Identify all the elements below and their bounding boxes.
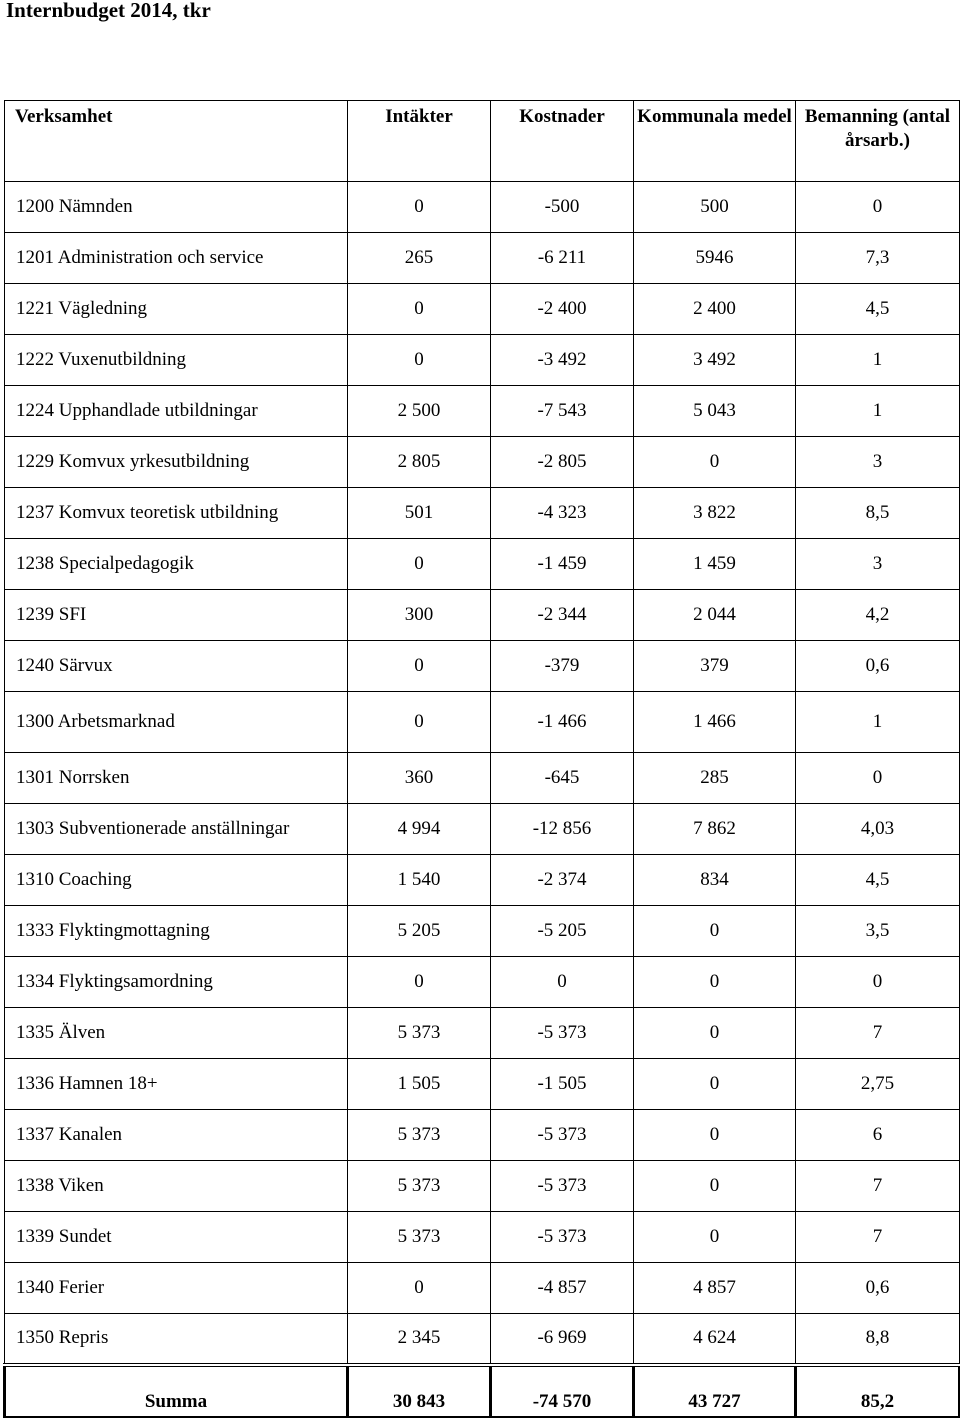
table-row bbox=[5, 855, 960, 906]
row-activity: 1240 Särvux bbox=[5, 641, 348, 692]
table-row bbox=[5, 1314, 960, 1365]
row-staffing: 7,3 bbox=[796, 233, 960, 284]
row-municipal-funds: 500 bbox=[634, 182, 796, 233]
row-costs: -2 344 bbox=[491, 590, 634, 641]
row-income: 0 bbox=[348, 539, 491, 590]
table-row bbox=[5, 1059, 960, 1110]
row-costs: -2 400 bbox=[491, 284, 634, 335]
table-row bbox=[5, 1263, 960, 1314]
row-costs: -1 505 bbox=[491, 1059, 634, 1110]
row-municipal-funds: 4 624 bbox=[634, 1314, 796, 1365]
total-row bbox=[5, 1365, 960, 1417]
page-title: Internbudget 2014, tkr bbox=[6, 0, 211, 22]
row-activity: 1333 Flyktingmottagning bbox=[5, 906, 348, 957]
row-municipal-funds: 1 466 bbox=[634, 692, 796, 753]
row-staffing: 3 bbox=[796, 539, 960, 590]
row-income: 2 345 bbox=[348, 1314, 491, 1365]
row-staffing: 3 bbox=[796, 437, 960, 488]
row-costs: -5 205 bbox=[491, 906, 634, 957]
row-municipal-funds: 0 bbox=[634, 1008, 796, 1059]
row-costs: -7 543 bbox=[491, 386, 634, 437]
row-municipal-funds: 834 bbox=[634, 855, 796, 906]
row-income: 300 bbox=[348, 590, 491, 641]
row-municipal-funds: 4 857 bbox=[634, 1263, 796, 1314]
row-activity: 1334 Flyktingsamordning bbox=[5, 957, 348, 1008]
row-municipal-funds: 3 822 bbox=[634, 488, 796, 539]
header-staffing: Bemanning (antal årsarb.) bbox=[796, 101, 960, 182]
row-activity: 1238 Specialpedagogik bbox=[5, 539, 348, 590]
row-municipal-funds: 7 862 bbox=[634, 804, 796, 855]
row-activity: 1338 Viken bbox=[5, 1161, 348, 1212]
row-staffing: 4,5 bbox=[796, 284, 960, 335]
row-municipal-funds: 1 459 bbox=[634, 539, 796, 590]
row-income: 4 994 bbox=[348, 804, 491, 855]
total-staffing: 85,2 bbox=[796, 1365, 960, 1417]
row-municipal-funds: 0 bbox=[634, 1212, 796, 1263]
header-activity: Verksamhet bbox=[5, 101, 348, 182]
total-municipal-funds: 43 727 bbox=[634, 1365, 796, 1417]
row-costs: -1 459 bbox=[491, 539, 634, 590]
row-municipal-funds: 0 bbox=[634, 957, 796, 1008]
header-income: Intäkter bbox=[348, 101, 491, 182]
row-staffing: 1 bbox=[796, 386, 960, 437]
row-costs: -4 857 bbox=[491, 1263, 634, 1314]
total-income: 30 843 bbox=[348, 1365, 491, 1417]
row-municipal-funds: 0 bbox=[634, 1059, 796, 1110]
row-costs: -6 969 bbox=[491, 1314, 634, 1365]
row-municipal-funds: 0 bbox=[634, 906, 796, 957]
row-staffing: 7 bbox=[796, 1161, 960, 1212]
row-income: 2 805 bbox=[348, 437, 491, 488]
row-activity: 1310 Coaching bbox=[5, 855, 348, 906]
row-income: 2 500 bbox=[348, 386, 491, 437]
table-row bbox=[5, 1212, 960, 1263]
table-row bbox=[5, 957, 960, 1008]
row-costs: -2 374 bbox=[491, 855, 634, 906]
row-income: 0 bbox=[348, 284, 491, 335]
row-municipal-funds: 0 bbox=[634, 1110, 796, 1161]
row-costs: -645 bbox=[491, 753, 634, 804]
row-income: 1 505 bbox=[348, 1059, 491, 1110]
row-activity: 1336 Hamnen 18+ bbox=[5, 1059, 348, 1110]
row-costs: -12 856 bbox=[491, 804, 634, 855]
row-costs: -379 bbox=[491, 641, 634, 692]
row-costs: -5 373 bbox=[491, 1110, 634, 1161]
table-row bbox=[5, 386, 960, 437]
table-row bbox=[5, 284, 960, 335]
row-activity: 1239 SFI bbox=[5, 590, 348, 641]
row-activity: 1335 Älven bbox=[5, 1008, 348, 1059]
row-municipal-funds: 0 bbox=[634, 1161, 796, 1212]
table-row bbox=[5, 488, 960, 539]
row-costs: -5 373 bbox=[491, 1008, 634, 1059]
row-activity: 1201 Administration och service bbox=[5, 233, 348, 284]
row-income: 0 bbox=[348, 182, 491, 233]
row-activity: 1222 Vuxenutbildning bbox=[5, 335, 348, 386]
budget-table bbox=[3, 100, 960, 1418]
row-costs: -1 466 bbox=[491, 692, 634, 753]
row-activity: 1300 Arbetsmarknad bbox=[5, 692, 348, 753]
row-income: 0 bbox=[348, 957, 491, 1008]
row-costs: -2 805 bbox=[491, 437, 634, 488]
row-staffing: 7 bbox=[796, 1212, 960, 1263]
row-staffing: 0 bbox=[796, 753, 960, 804]
row-staffing: 4,2 bbox=[796, 590, 960, 641]
row-staffing: 1 bbox=[796, 335, 960, 386]
row-staffing: 0,6 bbox=[796, 641, 960, 692]
table-row bbox=[5, 590, 960, 641]
row-municipal-funds: 285 bbox=[634, 753, 796, 804]
row-staffing: 8,8 bbox=[796, 1314, 960, 1365]
row-activity: 1337 Kanalen bbox=[5, 1110, 348, 1161]
row-income: 5 373 bbox=[348, 1212, 491, 1263]
row-activity: 1200 Nämnden bbox=[5, 182, 348, 233]
row-income: 0 bbox=[348, 335, 491, 386]
row-costs: -6 211 bbox=[491, 233, 634, 284]
row-municipal-funds: 5946 bbox=[634, 233, 796, 284]
row-staffing: 0,6 bbox=[796, 1263, 960, 1314]
row-municipal-funds: 0 bbox=[634, 437, 796, 488]
row-municipal-funds: 5 043 bbox=[634, 386, 796, 437]
row-income: 5 205 bbox=[348, 906, 491, 957]
row-income: 0 bbox=[348, 692, 491, 753]
row-staffing: 0 bbox=[796, 182, 960, 233]
row-activity: 1340 Ferier bbox=[5, 1263, 348, 1314]
row-municipal-funds: 2 044 bbox=[634, 590, 796, 641]
row-income: 0 bbox=[348, 1263, 491, 1314]
row-staffing: 2,75 bbox=[796, 1059, 960, 1110]
row-activity: 1224 Upphandlade utbildningar bbox=[5, 386, 348, 437]
table-row bbox=[5, 182, 960, 233]
row-staffing: 1 bbox=[796, 692, 960, 753]
row-staffing: 0 bbox=[796, 957, 960, 1008]
row-staffing: 3,5 bbox=[796, 906, 960, 957]
row-income: 0 bbox=[348, 641, 491, 692]
row-costs: -5 373 bbox=[491, 1161, 634, 1212]
row-costs: -4 323 bbox=[491, 488, 634, 539]
table-row bbox=[5, 437, 960, 488]
table-row bbox=[5, 233, 960, 284]
total-label: Summa bbox=[5, 1365, 348, 1417]
row-activity: 1303 Subventionerade anställningar bbox=[5, 804, 348, 855]
header-municipal-funds: Kommunala medel bbox=[634, 101, 796, 182]
row-municipal-funds: 3 492 bbox=[634, 335, 796, 386]
row-staffing: 8,5 bbox=[796, 488, 960, 539]
row-costs: 0 bbox=[491, 957, 634, 1008]
row-costs: -500 bbox=[491, 182, 634, 233]
table-body bbox=[5, 182, 960, 1365]
table-row bbox=[5, 753, 960, 804]
row-income: 5 373 bbox=[348, 1161, 491, 1212]
row-income: 501 bbox=[348, 488, 491, 539]
row-staffing: 6 bbox=[796, 1110, 960, 1161]
row-staffing: 7 bbox=[796, 1008, 960, 1059]
row-costs: -3 492 bbox=[491, 335, 634, 386]
row-activity: 1237 Komvux teoretisk utbildning bbox=[5, 488, 348, 539]
table-row bbox=[5, 1110, 960, 1161]
row-activity: 1301 Norrsken bbox=[5, 753, 348, 804]
row-activity: 1350 Repris bbox=[5, 1314, 348, 1365]
row-income: 5 373 bbox=[348, 1008, 491, 1059]
row-income: 1 540 bbox=[348, 855, 491, 906]
header-costs: Kostnader bbox=[491, 101, 634, 182]
table-row bbox=[5, 804, 960, 855]
row-income: 360 bbox=[348, 753, 491, 804]
row-income: 265 bbox=[348, 233, 491, 284]
table-row bbox=[5, 692, 960, 753]
table-row bbox=[5, 641, 960, 692]
row-activity: 1221 Vägledning bbox=[5, 284, 348, 335]
row-staffing: 4,03 bbox=[796, 804, 960, 855]
total-costs: -74 570 bbox=[491, 1365, 634, 1417]
table-row bbox=[5, 539, 960, 590]
row-municipal-funds: 379 bbox=[634, 641, 796, 692]
row-staffing: 4,5 bbox=[796, 855, 960, 906]
table-row bbox=[5, 906, 960, 957]
table-row bbox=[5, 1008, 960, 1059]
row-activity: 1339 Sundet bbox=[5, 1212, 348, 1263]
row-costs: -5 373 bbox=[491, 1212, 634, 1263]
table-row bbox=[5, 1161, 960, 1212]
row-income: 5 373 bbox=[348, 1110, 491, 1161]
row-municipal-funds: 2 400 bbox=[634, 284, 796, 335]
table-row bbox=[5, 335, 960, 386]
table-header-row bbox=[5, 101, 960, 182]
row-activity: 1229 Komvux yrkesutbildning bbox=[5, 437, 348, 488]
